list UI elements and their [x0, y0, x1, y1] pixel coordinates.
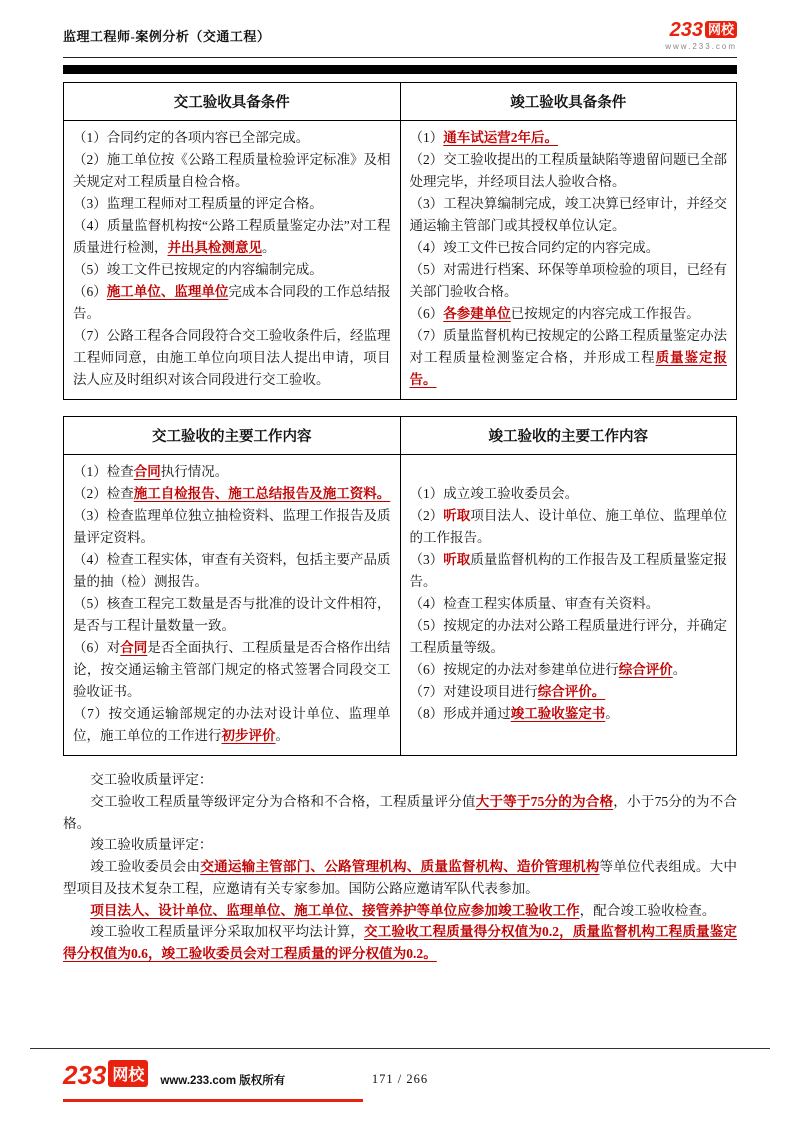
table-body-row — [64, 121, 737, 400]
text-segment: 。 — [262, 240, 276, 255]
text-segment: （1） — [409, 130, 444, 145]
table-cell-item — [410, 703, 728, 725]
table-header-completion-work: 竣工验收的主要工作内容 — [400, 417, 737, 455]
text-segment: 竣工验收委员会由 — [90, 859, 201, 874]
brand-logo — [665, 20, 737, 51]
table-cell-item — [410, 483, 728, 505]
table-cell-item — [73, 505, 391, 549]
highlighted-text: 听取 — [443, 552, 471, 567]
table-cell-item — [410, 303, 728, 325]
text-segment: （6）对 — [73, 640, 121, 655]
table-cell-item — [73, 325, 391, 391]
body-paragraph — [63, 769, 737, 791]
highlighted-text: 听取 — [443, 508, 471, 523]
highlighted-text: 合同 — [120, 640, 148, 655]
text-segment: （5）按规定的办法对公路工程质量进行评分，并确定工程质量等级。 — [409, 618, 727, 655]
page-header — [0, 0, 800, 57]
acceptance-work-content-table — [63, 416, 737, 756]
footer-red-divider — [63, 1099, 363, 1102]
text-segment: 已按规定的内容完成工作报告。 — [510, 306, 700, 321]
text-segment: （6）按规定的办法对参建单位进行 — [409, 662, 619, 677]
highlighted-text: 竣工验收鉴定书 — [510, 706, 606, 721]
text-segment: （3）检查监理单位独立抽检资料、监理工作报告及质量评定资料。 — [73, 508, 391, 545]
table-cell-item — [73, 215, 391, 259]
text-segment: （2） — [409, 508, 444, 523]
highlighted-text: 综合评价。 — [537, 684, 606, 699]
table-cell-item — [73, 193, 391, 215]
table-cell-item — [410, 549, 728, 593]
text-segment: ，配合竣工验收检查。 — [579, 902, 716, 918]
text-segment: 完成本合同段的工作总结报告。 — [73, 284, 391, 321]
table-header-row — [64, 417, 737, 455]
footer-brand — [63, 1060, 285, 1091]
text-segment: （1）成立竣工验收委员会。 — [409, 486, 579, 501]
table-cell-item — [73, 483, 391, 505]
text-segment: （6） — [409, 306, 444, 321]
logo-site-url: www.233.com — [665, 42, 737, 51]
logo-school-badge: 网校 — [108, 1060, 148, 1087]
table-cell-item — [73, 461, 391, 483]
table-cell-handover-conditions — [64, 121, 401, 400]
page-footer — [0, 1048, 800, 1102]
text-segment: （5）核查工程完工数量是否与批准的设计文件相符，是否与工程计量数量一致。 — [73, 596, 391, 633]
text-segment: （4）竣工文件已按合同约定的内容完成。 — [409, 240, 660, 255]
text-segment: （1）检查 — [73, 464, 134, 479]
highlighted-text: 大于等于75分的为合格 — [475, 793, 614, 809]
table-cell-completion-conditions — [400, 121, 737, 400]
header-divider — [63, 57, 737, 58]
highlighted-text: 综合评价 — [618, 662, 673, 677]
text-segment: ，小于75分的为不合格。 — [63, 793, 737, 831]
highlighted-text: 初步评价 — [221, 728, 276, 743]
text-segment: （5）竣工文件已按规定的内容编制完成。 — [73, 262, 323, 277]
highlighted-text: 通车试运营2年后。 — [443, 130, 558, 145]
body-paragraph — [63, 900, 737, 922]
highlighted-text: 并出具检测意见 — [167, 240, 262, 255]
text-segment: （4）质量监督机构按“公路工程质量鉴定办法”对工程质量进行检测， — [73, 218, 391, 255]
table-header-handover-conditions: 交工验收具备条件 — [64, 83, 401, 121]
table-cell-item — [410, 149, 728, 193]
text-segment: 项目法人、设计单位、施工单位、监理单位的工作报告。 — [409, 508, 728, 545]
table-cell-item — [410, 593, 728, 615]
text-segment: （8）形成并通过 — [409, 706, 511, 721]
table-cell-item — [410, 505, 728, 549]
table-cell-item — [73, 593, 391, 637]
highlighted-text: 交通运输主管部门、公路管理机构、质量监督机构、造价管理机构 — [200, 859, 600, 874]
text-segment: （4）检查工程实体，审查有关资料，包括主要产品质量的抽（检）测报告。 — [73, 552, 391, 589]
page-number: 171 / 266 — [371, 1072, 429, 1086]
text-segment: （2）交工验收提出的工程质量缺陷等遗留问题已全部处理完毕，并经项目法人验收合格。 — [409, 152, 727, 189]
highlighted-text: 施工自检报告、施工总结报告及施工资料。 — [133, 486, 391, 501]
text-segment: （3）监理工程师对工程质量的评定合格。 — [73, 196, 323, 211]
table-cell-item — [410, 659, 728, 681]
copyright-text: www.233.com 版权所有 — [160, 1075, 286, 1087]
body-paragraph — [63, 921, 737, 965]
text-segment: （1）合同约定的各项内容已全部完成。 — [73, 130, 310, 145]
highlighted-text: 交工验收工程质量得分权值为0.2，质量监督机构工程质量鉴定得分权值为0.6，竣工验收委员会对工程质量的评分权值为0.2。 — [63, 924, 738, 961]
text-segment: （2）施工单位按《公路工程质量检验评定标准》及相关规定对工程质量自检合格。 — [73, 152, 391, 189]
table-cell-item — [73, 259, 391, 281]
text-segment: 质量监督机构的工作报告及工程质量鉴定报告。 — [409, 552, 728, 589]
table-cell-item — [410, 127, 728, 149]
highlighted-text: 合同 — [133, 464, 161, 479]
table-cell-item — [410, 193, 728, 237]
table-cell-item — [410, 259, 728, 303]
text-segment: 竣工验收工程质量评分采取加权平均法计算， — [90, 924, 365, 940]
table-cell-item — [73, 281, 391, 325]
footer-row — [63, 1061, 737, 1091]
body-paragraph — [63, 791, 737, 835]
footer-divider — [30, 1048, 770, 1049]
logo-school-badge: 网校 — [705, 21, 737, 38]
table-cell-item — [73, 703, 391, 747]
text-segment: （3）工程决算编制完成，竣工决算已经审计，并经交通运输主管部门或其授权单位认定。 — [409, 196, 727, 233]
highlighted-text: 质量鉴定报告。 — [409, 350, 728, 387]
text-segment: （7）公路工程各合同段符合交工验收条件后，经监理工程师同意，由施工单位向项目法人提出申请，项目法人应及时组织对该合同段进行交工验收。 — [73, 328, 391, 387]
table-cell-item — [410, 237, 728, 259]
table-cell-item — [73, 549, 391, 593]
text-segment: （4）检查工程实体质量、审查有关资料。 — [409, 596, 660, 611]
highlighted-text: 施工单位、监理单位 — [106, 284, 229, 299]
text-segment: 。 — [672, 662, 687, 677]
table-cell-item — [410, 615, 728, 659]
page-content — [63, 82, 737, 965]
text-segment: 交工验收工程质量等级评定分为合格和不合格，工程质量评分值 — [90, 793, 476, 809]
text-segment: （7）质量监督机构已按规定的公路工程质量鉴定办法对工程质量检测鉴定合格，并形成工程 — [409, 328, 727, 365]
highlighted-text: 各参建单位 — [443, 306, 511, 321]
highlighted-text: 项目法人、设计单位、监理单位、施工单位、接管养护等单位应参加竣工验收工作 — [90, 902, 580, 918]
acceptance-conditions-table — [63, 82, 737, 400]
logo-233: 233 — [669, 19, 703, 41]
table-cell-handover-work — [64, 455, 401, 756]
table-cell-completion-work — [400, 455, 737, 756]
table-header-completion-conditions: 竣工验收具备条件 — [400, 83, 737, 121]
text-segment: 。 — [605, 706, 619, 721]
text-segment: 竣工验收质量评定： — [90, 837, 213, 853]
text-segment: （3） — [409, 552, 444, 567]
text-segment: 等单位代表组成。大中型项目及技术复杂工程，应邀请有关专家参加。国防公路应邀请军队代表参加。 — [63, 859, 737, 896]
text-segment: （6） — [73, 284, 107, 299]
body-paragraph — [63, 856, 737, 900]
table-cell-item — [73, 149, 391, 193]
text-segment: 交工验收质量评定： — [90, 772, 213, 787]
brand-logo-text — [665, 20, 737, 40]
table-header-handover-work: 交工验收的主要工作内容 — [64, 417, 401, 455]
section-divider-bar — [63, 65, 737, 74]
text-segment: （7）按交通运输部规定的办法对设计单位、监理单位，施工单位的工作进行 — [73, 706, 391, 743]
text-segment: （7）对建设项目进行 — [409, 684, 538, 699]
text-segment: 是否全面执行、工程质量是否合格作出结论，按交通运输主管部门规定的格式签署合同段交工验收证书。 — [73, 640, 391, 699]
body-paragraph — [63, 834, 737, 856]
text-segment: （5）对需进行档案、环保等单项检验的项目，已经有关部门验收合格。 — [409, 262, 727, 299]
table-cell-item — [73, 637, 391, 703]
table-cell-item — [73, 127, 391, 149]
table-cell-item — [410, 325, 728, 391]
table-cell-item — [410, 681, 728, 703]
document-title: 监理工程师-案例分析（交通工程） — [63, 29, 271, 44]
text-segment: 。 — [275, 728, 289, 743]
text-segment: （2）检查 — [73, 486, 134, 501]
table-header-row — [64, 83, 737, 121]
text-segment: 执行情况。 — [160, 464, 229, 479]
table-body-row — [64, 455, 737, 756]
quality-evaluation-notes — [63, 769, 737, 965]
logo-233: 233 — [63, 1060, 107, 1090]
